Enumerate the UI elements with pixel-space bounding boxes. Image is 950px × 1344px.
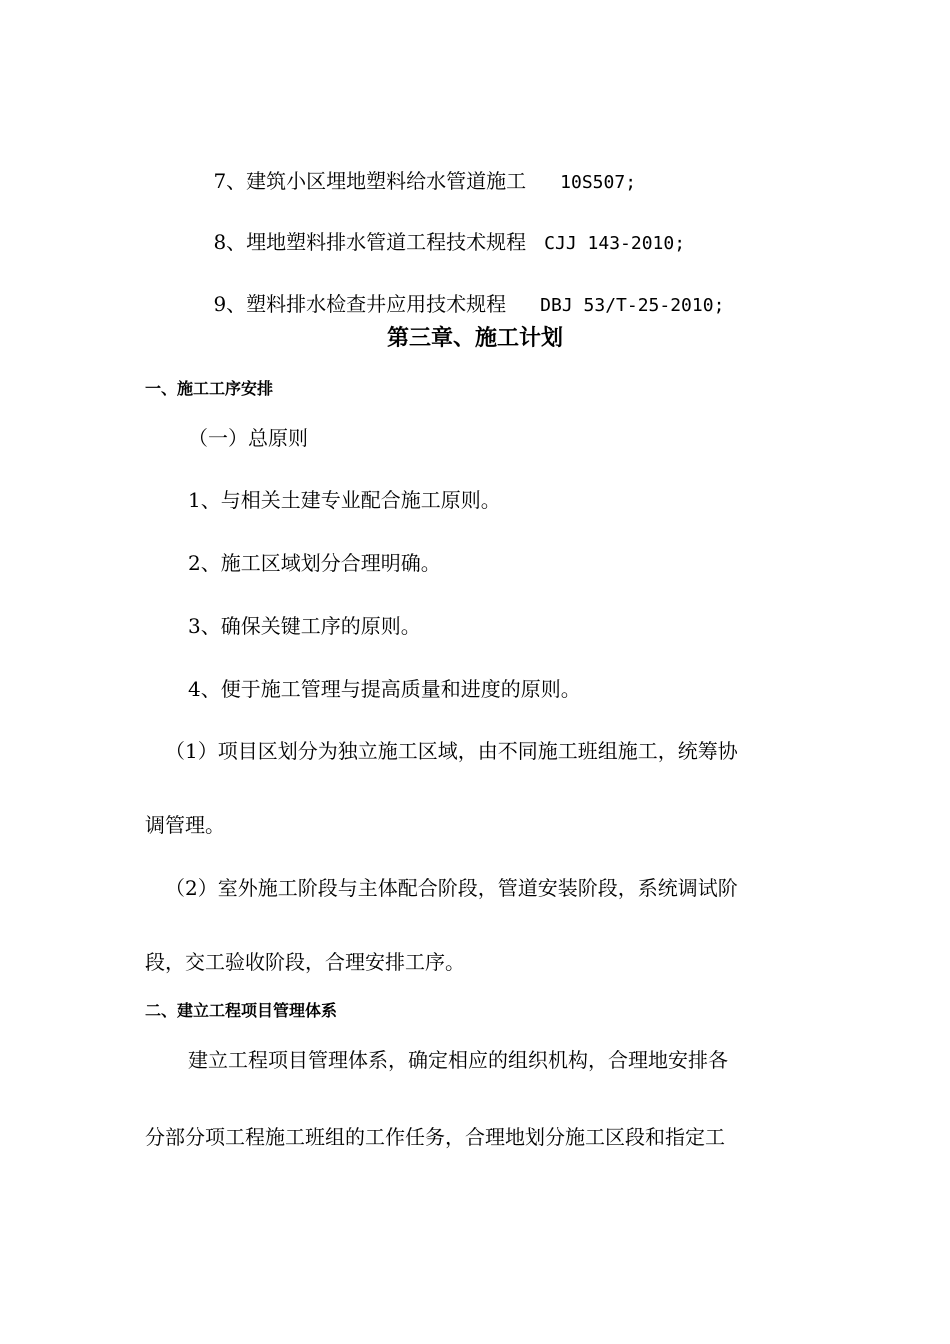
- section-2-paragraph-line-2: 分部分项工程施工班组的工作任务，合理地划分施工区段和指定工: [145, 1125, 725, 1149]
- principle-item-1: 1、与相关土建专业配合施工原则。: [188, 488, 501, 512]
- section-heading-2: 二、建立工程项目管理体系: [145, 1001, 338, 1020]
- reference-code: DBJ 53/T-25-2010;: [540, 295, 725, 316]
- paragraph-1-line-2: 调管理。: [145, 813, 225, 837]
- reference-text: 9、塑料排水检查井应用技术规程: [213, 292, 507, 316]
- principle-item-4: 4、便于施工管理与提高质量和进度的原则。: [188, 677, 581, 701]
- paragraph-2-line-1: （2）室外施工阶段与主体配合阶段，管道安装阶段，系统调试阶: [165, 876, 738, 900]
- reference-code: 10S507;: [560, 172, 637, 193]
- section-heading-1: 一、施工工序安排: [145, 379, 274, 398]
- reference-text: 7、建筑小区埋地塑料给水管道施工: [213, 169, 527, 193]
- paragraph-1-line-1: （1）项目区划分为独立施工区域，由不同施工班组施工，统筹协: [165, 739, 738, 763]
- reference-text: 8、埋地塑料排水管道工程技术规程: [213, 230, 527, 254]
- reference-code: CJJ 143-2010;: [544, 233, 686, 254]
- subheading-general-principles: （一）总原则: [188, 426, 308, 450]
- principle-item-2: 2、施工区域划分合理明确。: [188, 551, 441, 575]
- section-2-paragraph-line-1: 建立工程项目管理体系，确定相应的组织机构，合理地安排各: [188, 1048, 728, 1072]
- chapter-title: 第三章、施工计划: [386, 326, 563, 351]
- paragraph-2-line-2: 段，交工验收阶段，合理安排工序。: [145, 950, 465, 974]
- principle-item-3: 3、确保关键工序的原则。: [188, 614, 421, 638]
